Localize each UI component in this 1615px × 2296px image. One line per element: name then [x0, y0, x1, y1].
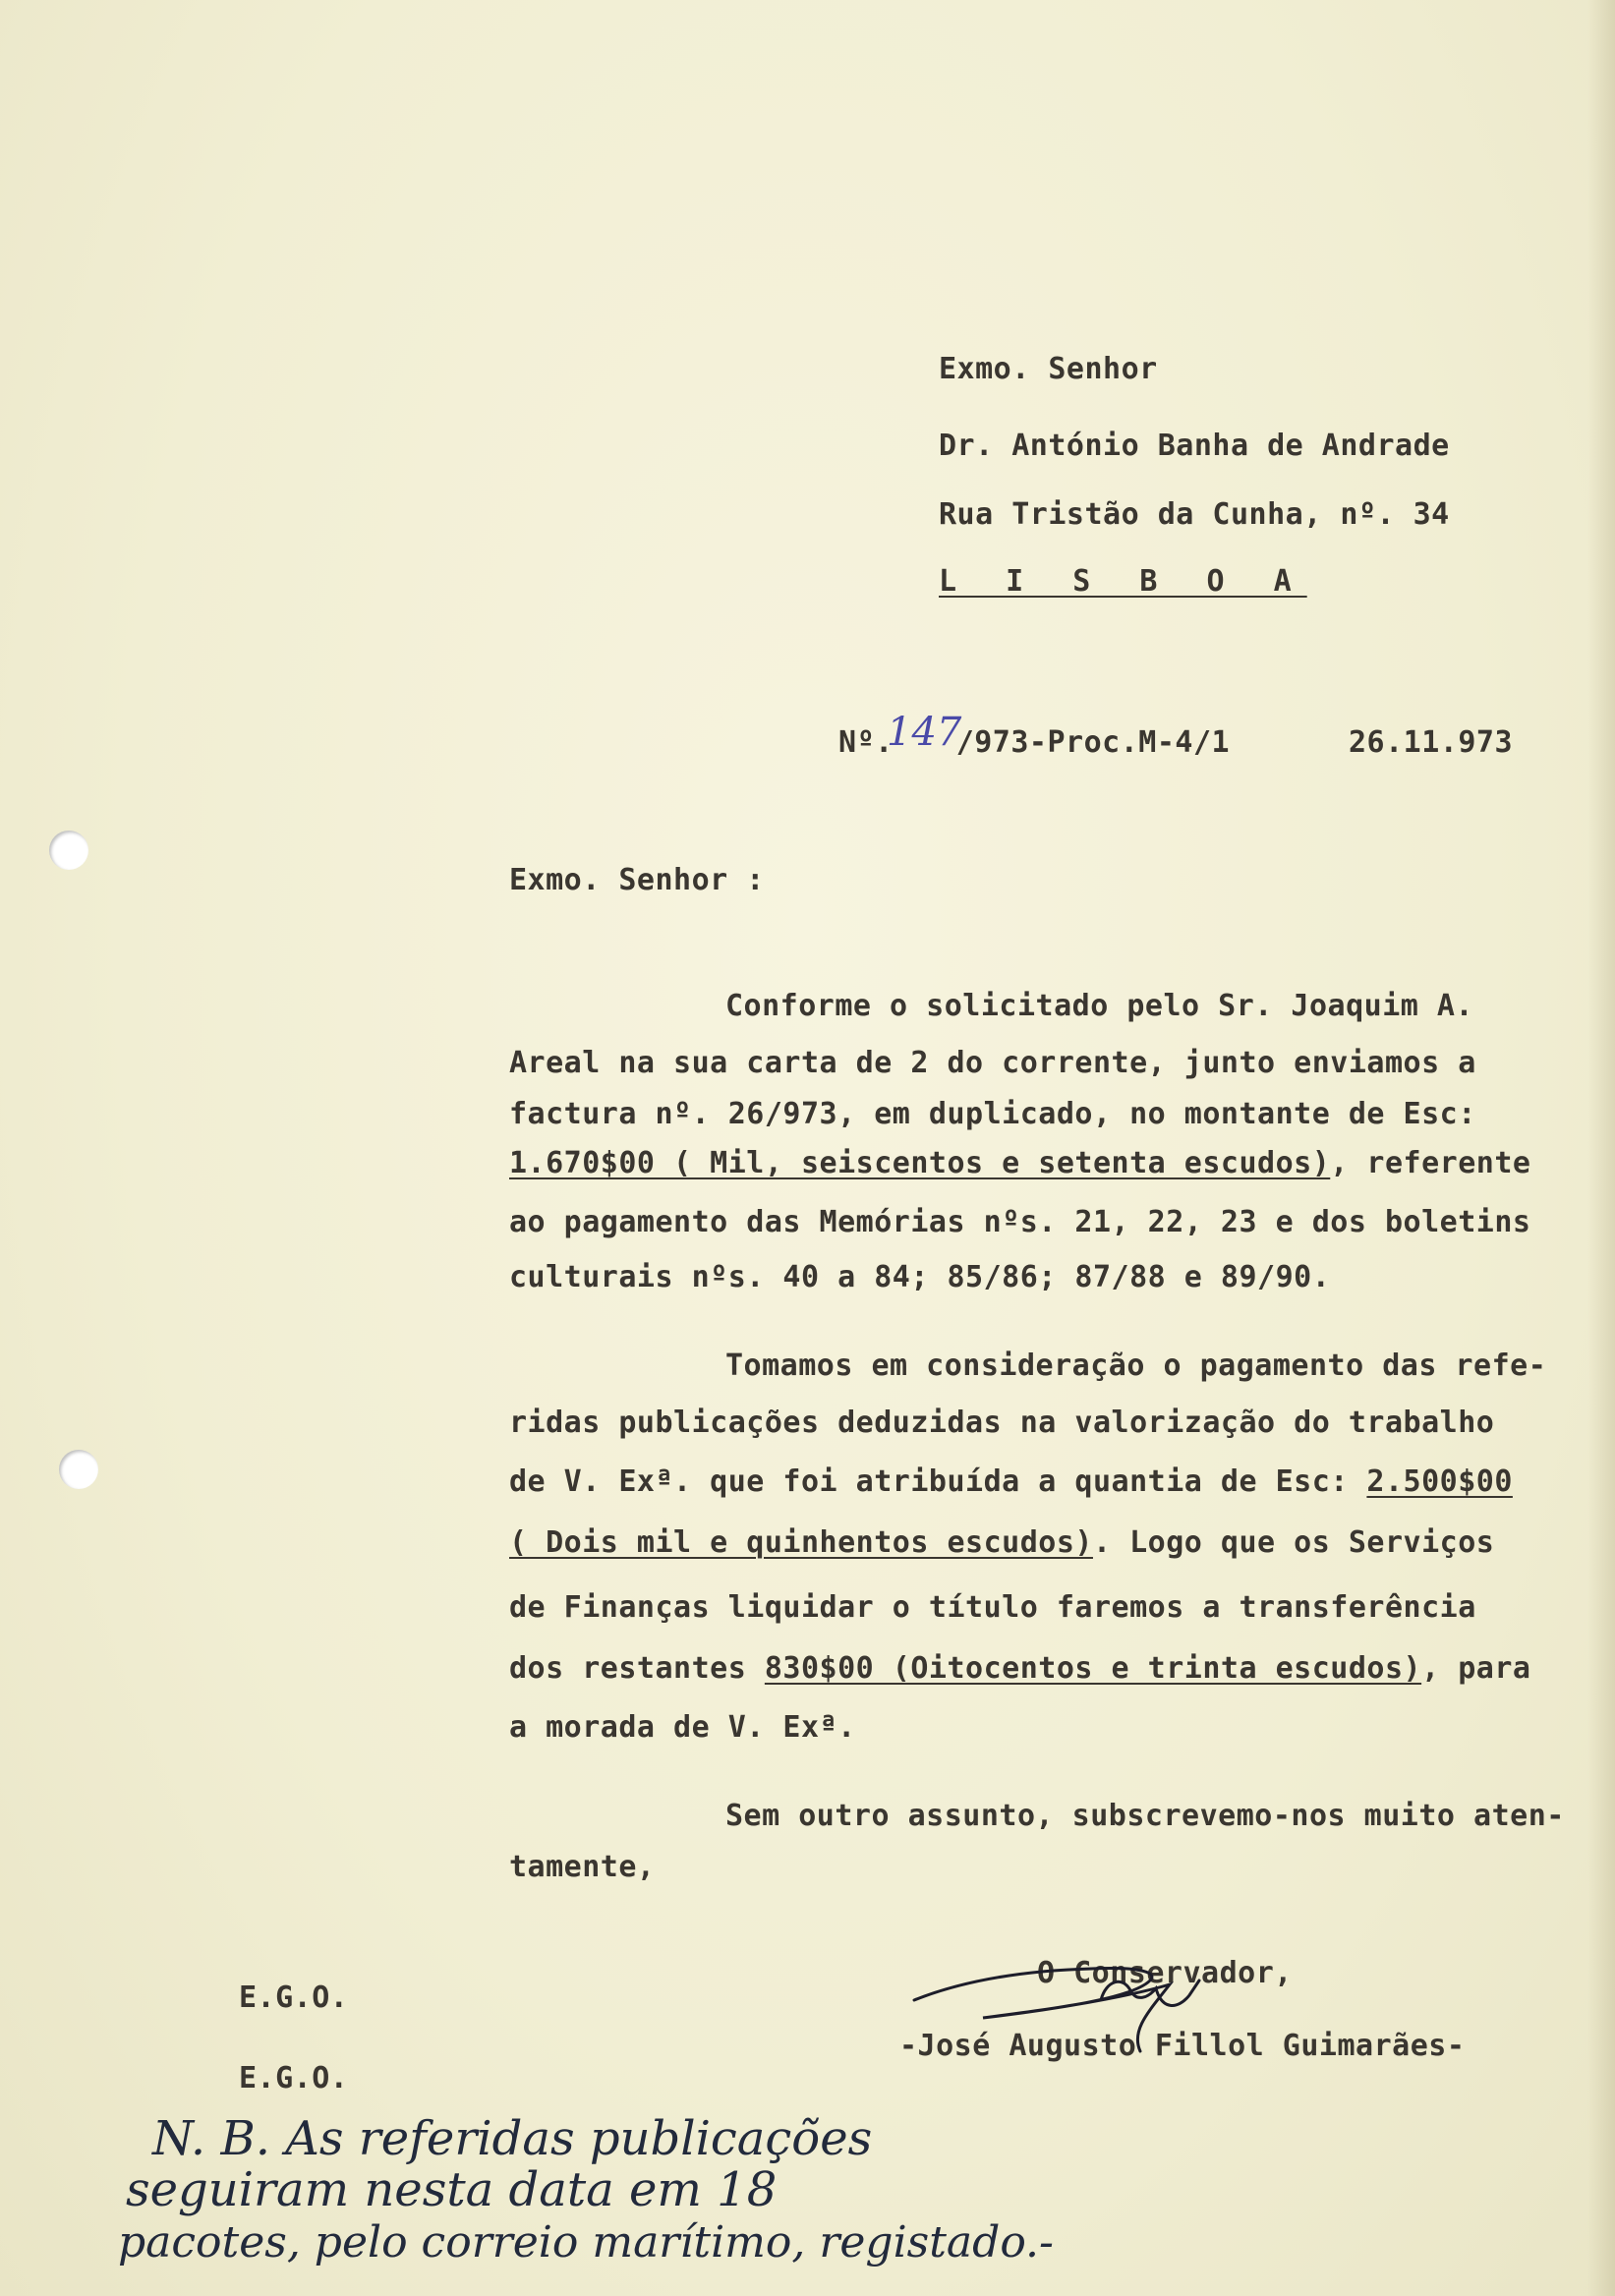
paragraph-1-line: factura nº. 26/973, em duplicado, no montante de Esc: [509, 1097, 1476, 1131]
address-city: L I S B O A [939, 564, 1307, 599]
reference-handwritten-number: 147 [887, 710, 962, 755]
closing-name: -José Augusto Fillol Guimarães- [899, 2029, 1466, 2063]
paragraph-2-line: a morada de V. Exª. [509, 1710, 856, 1745]
greeting: Exmo. Senhor : [509, 863, 765, 897]
cc-line-2: E.G.O. [239, 2061, 349, 2095]
punch-hole-bottom [59, 1450, 98, 1489]
amount-invoice: 1.670$00 ( Mil, seiscentos e setenta escudos) [509, 1146, 1331, 1180]
address-street: Rua Tristão da Cunha, nº. 34 [939, 497, 1450, 532]
address-name: Dr. António Banha de Andrade [939, 429, 1450, 463]
paragraph-1-line: Conforme o solicitado pelo Sr. Joaquim A. [725, 989, 1474, 1023]
reference-prefix: Nº. [838, 725, 894, 760]
amount-total: 2.500$00 [1366, 1464, 1513, 1499]
handwritten-note-line-2: seguiram nesta data em 18 [126, 2162, 778, 2217]
paragraph-3-line: Sem outro assunto, subscrevemo-nos muito aten- [725, 1799, 1565, 1833]
reference-date: 26.11.973 [1349, 725, 1514, 760]
reference-suffix: /973-Proc.M-4/1 [955, 725, 1231, 760]
amount-total-words: ( Dois mil e quinhentos escudos) [509, 1525, 1093, 1560]
amount-remaining: 830$00 (Oitocentos e trinta escudos) [764, 1651, 1422, 1686]
cc-line-1: E.G.O. [239, 1980, 349, 2015]
closing-title: O Conservador, [1037, 1956, 1293, 1990]
punch-hole-top [49, 831, 88, 870]
address-salutation: Exmo. Senhor [939, 352, 1158, 386]
paragraph-2-text: dos restantes [509, 1651, 765, 1686]
paragraph-2-line [509, 1464, 1513, 1499]
paragraph-2-text: , para [1421, 1651, 1531, 1686]
paragraph-2-line [509, 1651, 1530, 1686]
paragraph-1-line: ao pagamento das Memórias nºs. 21, 22, 23 e dos boletins [509, 1205, 1531, 1239]
paper-edge-shadow [1587, 0, 1615, 2296]
paragraph-3-line: tamente, [509, 1850, 656, 1884]
paragraph-2-text: de V. Exª. que foi atribuída a quantia de Esc: [509, 1464, 1367, 1499]
paragraph-2-line [509, 1525, 1494, 1560]
paragraph-1-line: Areal na sua carta de 2 do corrente, junto enviamos a [509, 1046, 1476, 1080]
paragraph-2-line: Tomamos em consideração o pagamento das refe- [725, 1349, 1547, 1383]
paragraph-1-line: culturais nºs. 40 a 84; 85/86; 87/88 e 89/90. [509, 1260, 1331, 1294]
paragraph-2-line: de Finanças liquidar o título faremos a transferência [509, 1590, 1476, 1625]
handwritten-note-line-1: N. B. As referidas publicações [152, 2111, 873, 2166]
paragraph-1-line [509, 1146, 1530, 1180]
amount-invoice-rest: , referente [1330, 1146, 1531, 1180]
paragraph-2-line: ridas publicações deduzidas na valorização do trabalho [509, 1406, 1495, 1440]
paragraph-2-text: . Logo que os Serviços [1092, 1525, 1495, 1560]
handwritten-note-line-3: pacotes, pelo correio marítimo, registado.- [118, 2217, 1054, 2267]
